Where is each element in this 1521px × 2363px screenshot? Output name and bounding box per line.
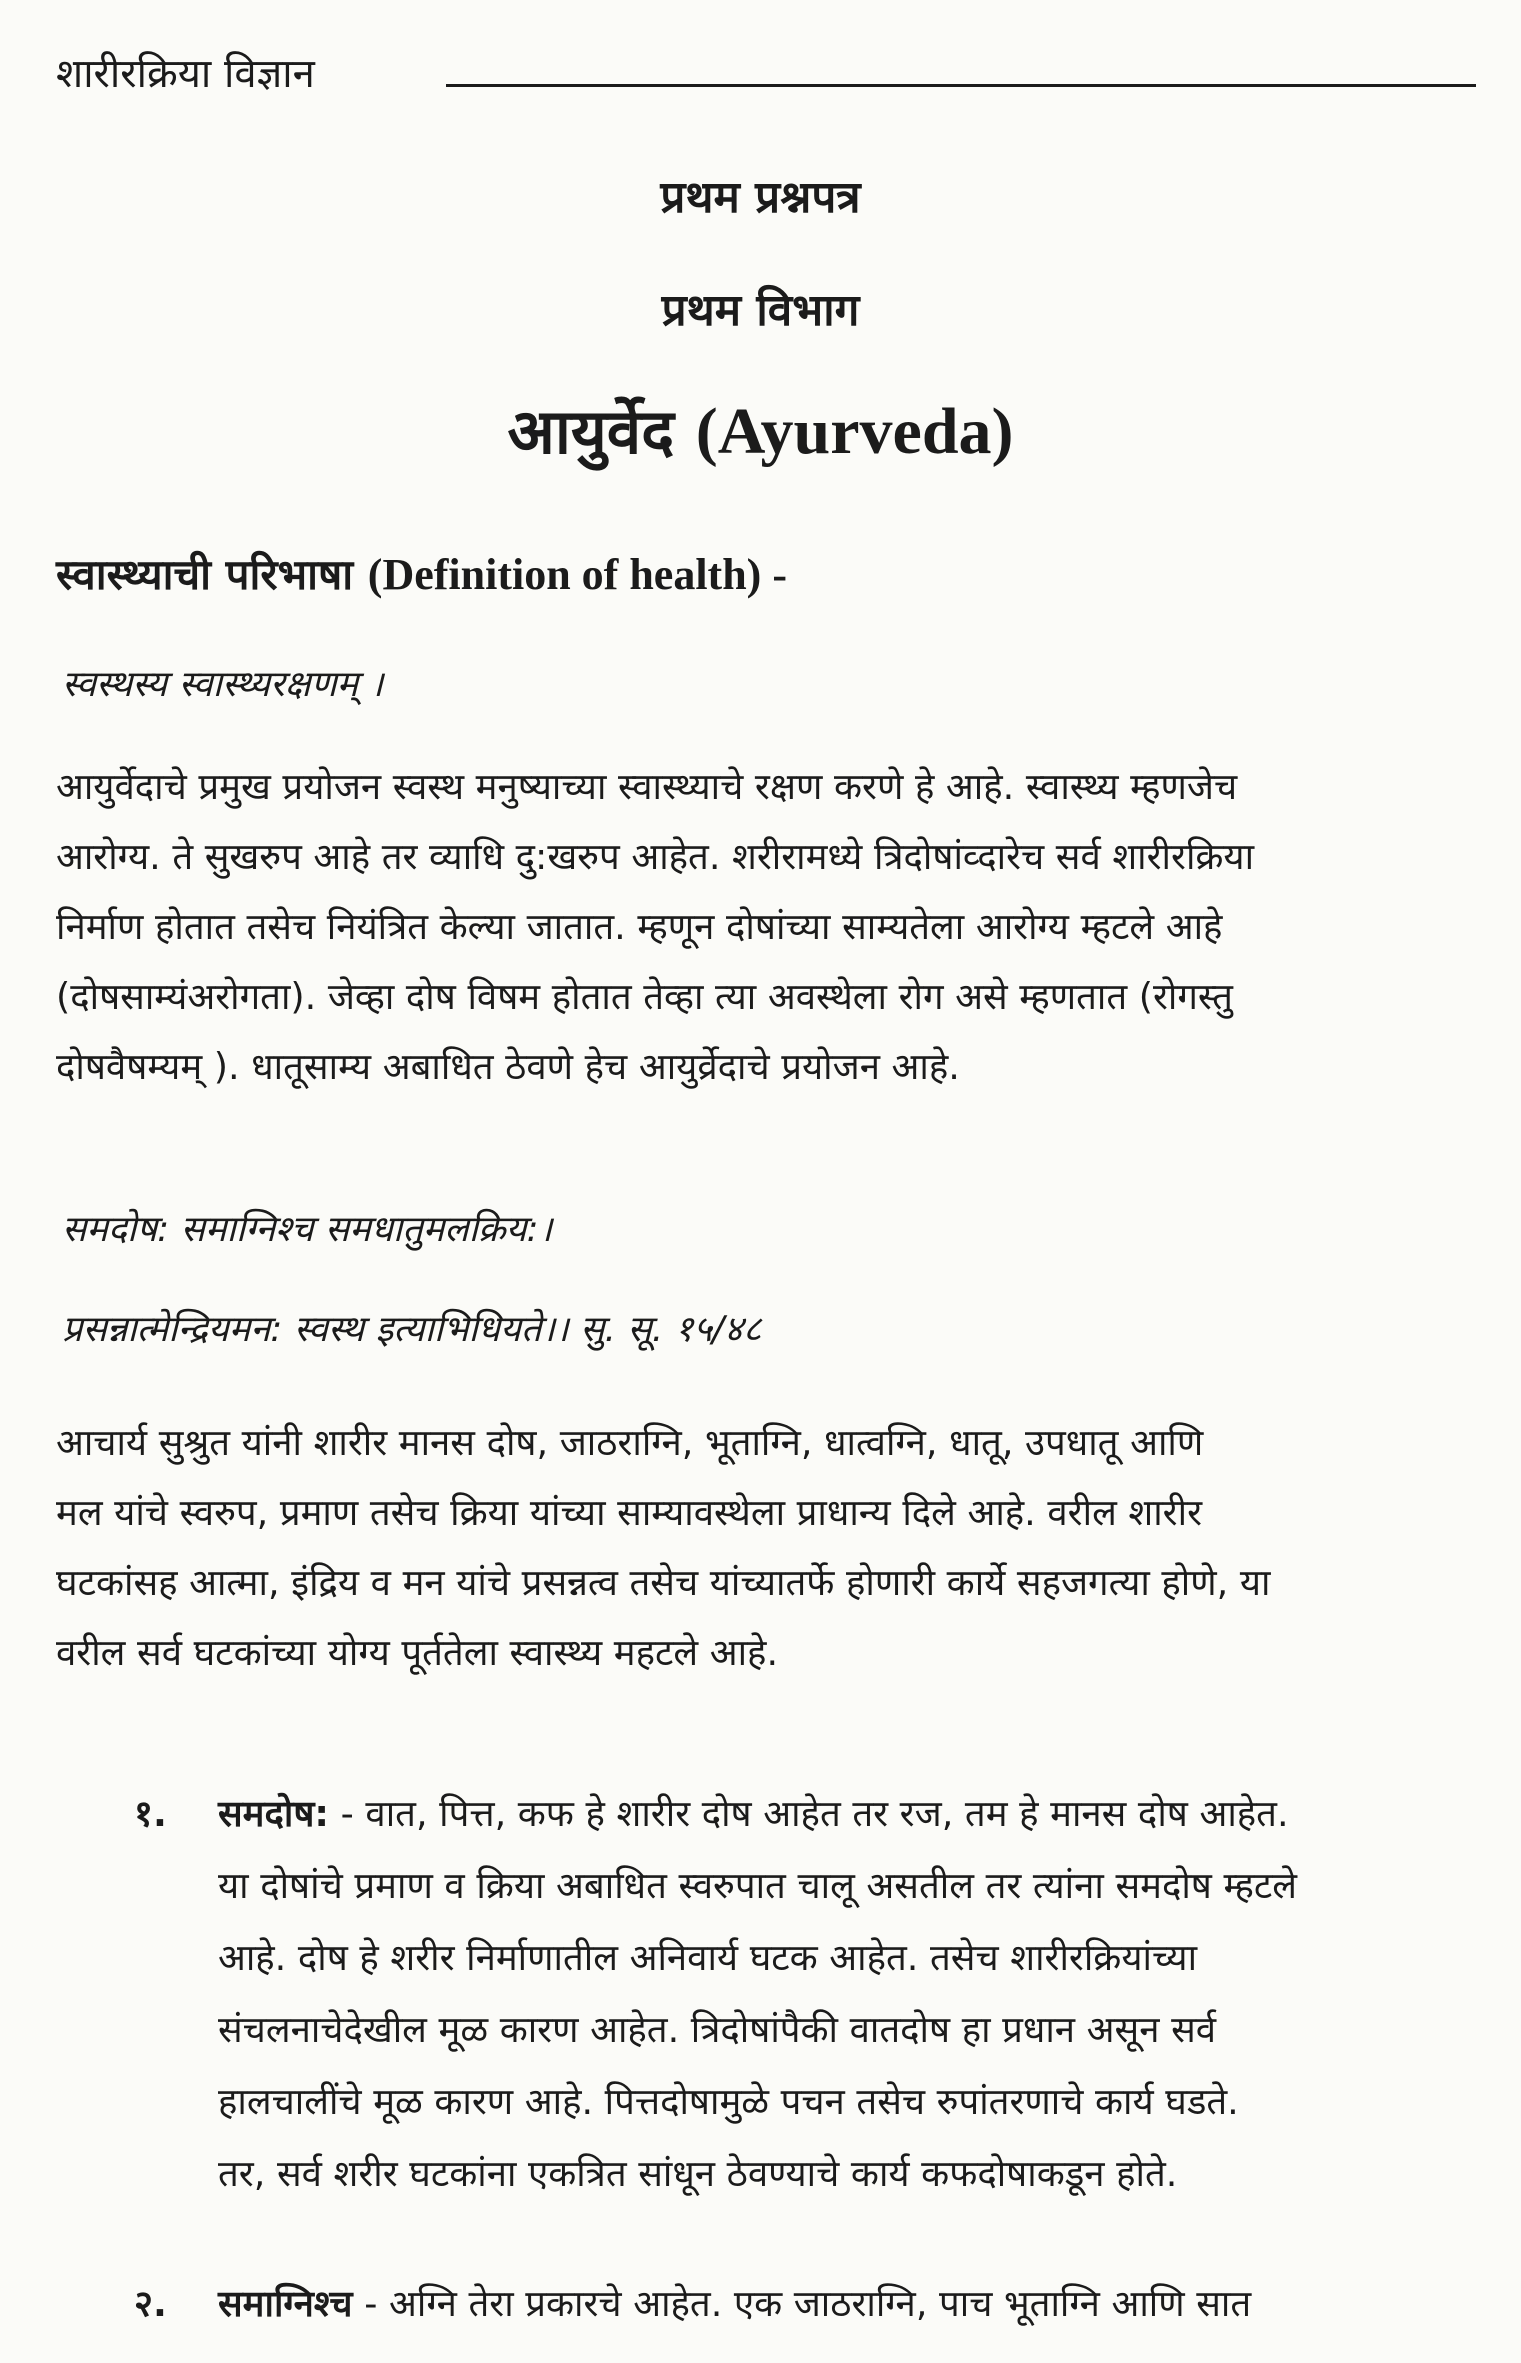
list-item-number: १. — [134, 1792, 167, 1835]
list-item-first-text: - वात, पित्त, कफ हे शारीर दोष आहेत तर रज, तम हे मानस दोष आहेत. — [329, 1792, 1289, 1835]
list-item-first-text: - अग्नि तेरा प्रकारचे आहेत. एक जाठराग्नि, पाच भूताग्नि आणि सात — [352, 2282, 1252, 2325]
section-title: प्रथम विभाग — [661, 285, 860, 336]
list-item-body — [218, 2268, 1521, 2340]
paragraph-1 — [56, 752, 1476, 1102]
paragraph-2 — [56, 1408, 1476, 1688]
header-rule — [446, 84, 1476, 87]
list-item-line: या दोषांचे प्रमाण व क्रिया अबाधित स्वरुपात चालू असतील तर त्यांना समदोष म्हटले — [218, 1864, 1298, 1907]
running-title: शारीरक्रिया विज्ञान — [56, 51, 315, 97]
paragraph-line: निर्माण होतात तसेच नियंत्रित केल्या जातात. म्हणून दोषांच्या साम्यतेला आरोग्य म्हटले आहे — [56, 905, 1223, 948]
paper-title: प्रथम प्रश्नपत्र — [660, 172, 861, 223]
verse-3: प्रसन्नात्मेन्द्रियमन: स्वस्थ इत्याभिधियते।। सु. सू. १५/४८ — [62, 1309, 762, 1350]
list-item-term: समाग्निश्च — [218, 2282, 353, 2325]
paragraph-line: वरील सर्व घटकांच्या योग्य पूर्ततेला स्वास्थ्य महटले आहे. — [56, 1631, 779, 1674]
verse-2: समदोष: समाग्निश्च समधातुमलक्रिय:। — [62, 1209, 553, 1250]
list-item-line: आहे. दोष हे शरीर निर्माणातील अनिवार्य घटक आहेत. तसेच शारीरक्रियांच्या — [218, 1936, 1198, 1979]
chapter-title-devanagari: आयुर्वेद — [507, 395, 675, 468]
subheading — [56, 545, 787, 602]
subheading-devanagari: स्वास्थ्याची परिभाषा — [56, 550, 354, 599]
paragraph-line: आयुर्वेदाचे प्रमुख प्रयोजन स्वस्थ मनुष्याच्या स्वास्थ्याचे रक्षण करणे हे आहे. स्वास्थ्य म्हणजेच — [56, 765, 1238, 808]
list-item-first-line — [218, 1778, 1521, 1850]
running-header — [56, 38, 1476, 108]
paragraph-line: आरोग्य. ते सुखरुप आहे तर व्याधि दु:खरुप आहेत. शरीरामध्ये त्रिदोषांव्दारेच सर्व शारीरक्रिया — [56, 835, 1255, 878]
paragraph-line: मल यांचे स्वरुप, प्रमाण तसेच क्रिया यांच्या साम्यावस्थेला प्राधान्य दिले आहे. वरील शारीर — [56, 1491, 1202, 1534]
verse-1: स्वस्थस्य स्वास्थ्यरक्षणम् । — [62, 664, 384, 705]
chapter-title-latin: (Ayurveda) — [695, 395, 1014, 468]
list-item-first-line — [218, 2268, 1521, 2340]
paragraph-line: घटकांसह आत्मा, इंद्रिय व मन यांचे प्रसन्नत्व तसेच यांच्यातर्फे होणारी कार्ये सहजगत्या होणे, या — [56, 1561, 1271, 1604]
subheading-latin: (Definition of health) - — [367, 550, 787, 599]
list-item-line: हालचालींचे मूळ कारण आहे. पित्तदोषामुळे पचन तसेच रुपांतरणाचे कार्य घडते. — [218, 2080, 1239, 2123]
paragraph-line: दोषवैषम्यम् ). धातूसाम्य अबाधित ठेवणे हेच आयुर्व्रेदाचे प्रयोजन आहे. — [56, 1045, 960, 1088]
list-item-number: २. — [134, 2282, 167, 2325]
chapter-title — [0, 388, 1521, 472]
list-item-body — [218, 1778, 1521, 2210]
list-item-line: संचलनाचेदेखील मूळ कारण आहेत. त्रिदोषांपैकी वातदोष हा प्रधान असून सर्व — [218, 2008, 1217, 2051]
list-item-term: समदोष: — [218, 1792, 330, 1835]
list-item-line: तर, सर्व शरीर घटकांना एकत्रित सांधून ठेवण्याचे कार्य कफदोषाकडून होते. — [218, 2152, 1178, 2195]
paragraph-line: आचार्य सुश्रुत यांनी शारीर मानस दोष, जाठराग्नि, भूताग्नि, धात्वग्नि, धातू, उपधातू आणि — [56, 1421, 1204, 1464]
paragraph-line: (दोषसाम्यंअरोगता). जेव्हा दोष विषम होतात तेव्हा त्या अवस्थेला रोग असे म्हणतात (रोगस्तु — [56, 975, 1233, 1018]
